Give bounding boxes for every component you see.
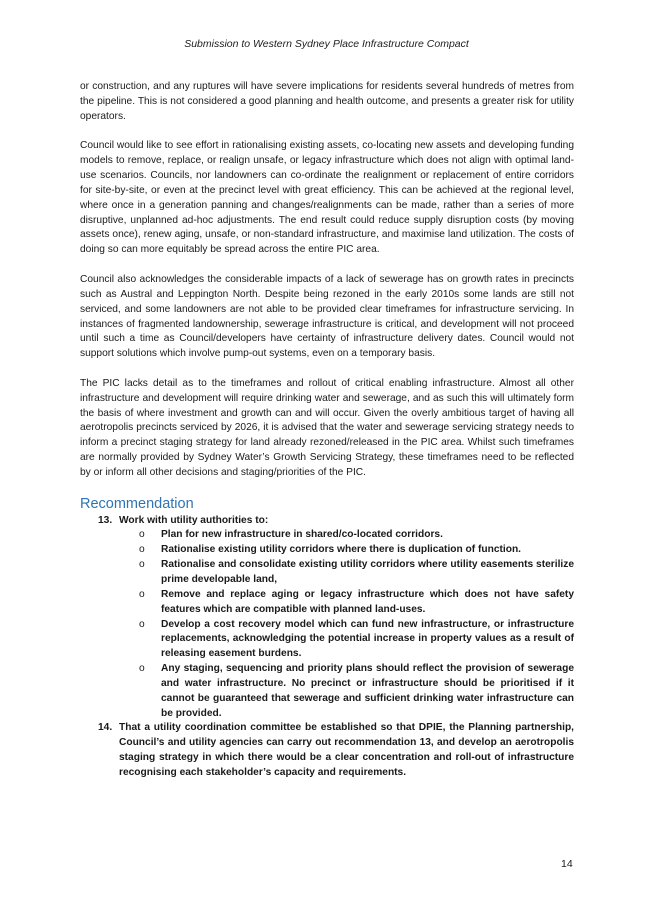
page-body <box>80 80 574 781</box>
list-item <box>119 543 574 558</box>
paragraph-pipeline-risk: or construction, and any ruptures will have severe implications for residents several hundreds of metres from the pipeline. This is not considered a good planning and health outcome, and presents a greater risk for utility operators. <box>80 81 574 122</box>
bullet-icon: o <box>139 529 145 541</box>
recommendation-text: That a utility coordination committee be established so that DPIE, the Planning partnership, Council’s and utility agencies can carry out recommendation 13, and develop an aerotropolis staging strategy in which there would be a clear concentration and roll-out of infrastructure recognising each stakeholder’s capacity and requirements. <box>119 722 574 778</box>
page-number: 14 <box>561 858 573 870</box>
list-item-text: Rationalise and consolidate existing utility corridors where utility easements sterilize prime developable land, <box>161 559 574 585</box>
recommendation-number: 14. <box>98 722 113 734</box>
list-item-text: Rationalise existing utility corridors where there is duplication of function. <box>161 544 522 556</box>
list-item <box>119 558 574 588</box>
list-item-text: Plan for new infrastructure in shared/co-located corridors. <box>161 529 443 541</box>
list-item <box>119 618 574 663</box>
bullet-icon: o <box>139 544 145 556</box>
bullet-icon: o <box>139 588 145 600</box>
recommendation-item-14 <box>80 721 574 780</box>
paragraph-rationalising-assets: Council would like to see effort in rationalising existing assets, co-locating new assets and developing funding models to remove, replace, or realign unsafe, or legacy infrastructure which does not align with optimal land-use scenarios. Councils, nor landowners can co-ordinate the realignment or replacement of entire corridors for site-by-site, or even at the precinct level with great efficiency. This can be achieved at the regional level, where once in a generation panning and changes/realignments can be made, rather than a series of more disruptive, unplanned ad-hoc adjustments. The end result could reduce supply disruption costs (by moving assets once), renew aging, unsafe, or non-standard infrastructure, and maximise land utilization. The costs of doing so can more equitably be spread across the entire PIC area. <box>80 140 574 256</box>
recommendation-sublist <box>119 528 574 721</box>
list-item-text: Any staging, sequencing and priority plans should reflect the provision of sewerage and water infrastructure. No precinct or infrastructure should be prioritised if it cannot be guaranteed that sewerage and sufficient drinking water infrastructure can be provided. <box>161 663 574 719</box>
list-item-text: Develop a cost recovery model which can fund new infrastructure, or infrastructure replacements, acknowledging the potential increase in property values as a result of releasing easement burdens. <box>161 618 574 660</box>
paragraph-timeframes-rollout: The PIC lacks detail as to the timeframes and rollout of critical enabling infrastructure. Almost all other infrastructure and development will require drinking water and sewerage, and as such this will ultimately form the basis of where investment and growth can and will occur. Given the overly ambitious target of having all aerotropolis precincts serviced by 2026, it is advised that the water and sewerage servicing strategy needs to inform a precinct staging strategy for land already rezoned/released in the PIC area. Whilst such timeframes are normally provided by Sydney Water’s Growth Servicing Strategy, these timeframes need to be reflected by or inform all other decisions and staging/priorities of the PIC. <box>80 377 574 478</box>
bullet-icon: o <box>139 559 145 571</box>
recommendation-item-13 <box>80 514 574 722</box>
list-item-text: Remove and replace aging or legacy infrastructure which does not have safety features which are compatible with planned land-uses. <box>161 588 574 615</box>
recommendation-number: 13. <box>98 514 113 526</box>
bullet-icon: o <box>139 663 145 675</box>
recommendation-list <box>80 514 574 781</box>
list-item <box>119 528 574 543</box>
paragraph-sewerage-impacts: Council also acknowledges the considerable impacts of a lack of sewerage has on growth rates in precincts such as Austral and Leppington North. Despite being rezoned in the early 2010s some lands are still not serviced, and some landowners are not able to be provided clear timeframes for infrastructure servicing. In instances of fragmented landownership, sewerage infrastructure is critical, and development will not proceed until such a time as Council/developers have certainty of infrastructure delivery dates. Council would not support solutions which involve pump-out systems, even on a temporary basis. <box>80 273 574 360</box>
recommendation-heading: Recommendation <box>80 495 194 512</box>
list-item <box>119 588 574 618</box>
bullet-icon: o <box>139 618 145 630</box>
recommendation-text: Work with utility authorities to: <box>119 514 269 526</box>
page-header: Submission to Western Sydney Place Infrastructure Compact <box>184 38 469 50</box>
list-item <box>119 662 574 721</box>
